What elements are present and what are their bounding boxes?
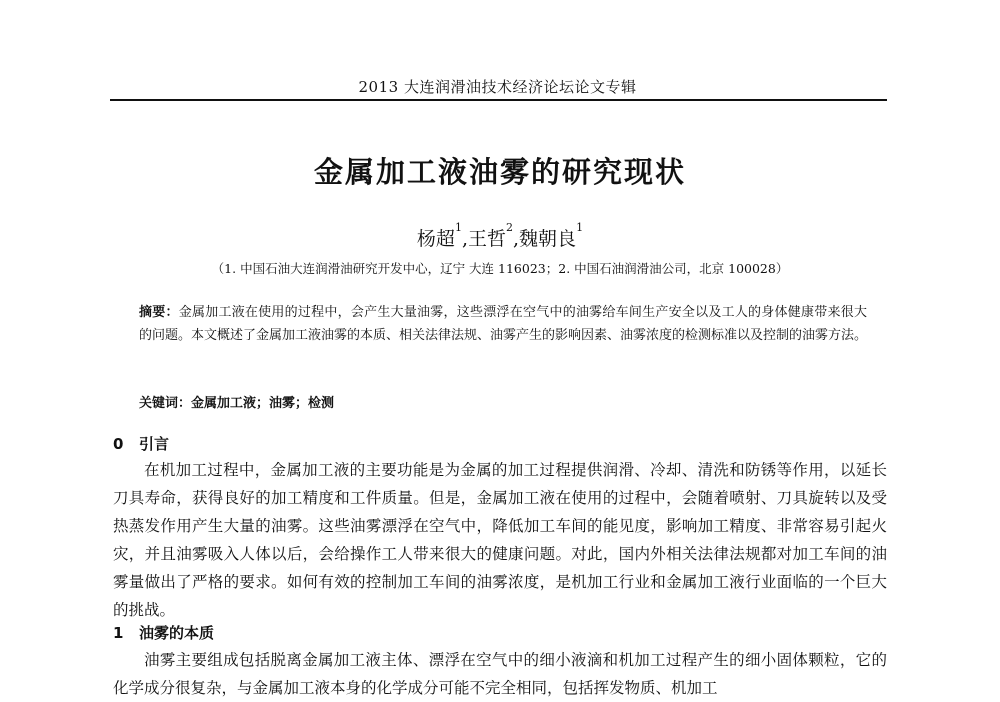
author-separator: , (513, 228, 520, 250)
running-header: 2013 大连润滑油技术经济论坛论文专辑 (358, 78, 637, 96)
section-heading (113, 622, 214, 643)
abstract-text: 金属加工液在使用的过程中，会产生大量油雾，这些漂浮在空气中的油雾给车间生产安全以及工人的身体健康带来很大的问题。本文概述了金属加工液油雾的本质、相关法律法规、油雾产生的影响因素、油雾浓度的检测标准以及控制的油雾方法。 (139, 305, 868, 343)
author-affiliation-mark: 2 (506, 221, 513, 234)
abstract (139, 301, 867, 347)
section-paragraph: 油雾主要组成包括脱离金属加工液主体、漂浮在空气中的细小液滴和机加工过程产生的细小固体颗粒，它的化学成分很复杂，与金属加工液本身的化学成分可能不完全相同，包括挥发物质、机加工 (113, 651, 887, 697)
abstract-label: 摘要： (139, 305, 179, 320)
author-affiliation-mark: 1 (576, 221, 584, 234)
author-line (0, 221, 1000, 251)
keywords-text: 金属加工液；油雾；检测 (191, 396, 335, 411)
section-title: 引言 (139, 435, 170, 453)
affiliation: （1. 中国石油大连润滑油研究开发中心，辽宁 大连 116023；2. 中国石油润滑油公司，北京 100028） (211, 261, 789, 276)
section-heading (113, 433, 169, 454)
section-title: 油雾的本质 (139, 624, 215, 642)
section-number: 1 (113, 624, 124, 642)
author-separator: , (461, 228, 468, 250)
paper-title: 金属加工液油雾的研究现状 (313, 155, 686, 189)
keywords (139, 392, 867, 411)
header-rule (110, 99, 887, 101)
author-name: 杨超 (416, 228, 455, 250)
author-name: 王哲 (467, 228, 506, 250)
keywords-label: 关键词： (139, 396, 192, 411)
author-affiliation-mark: 1 (454, 221, 462, 234)
author-name: 魏朝良 (519, 228, 577, 250)
section-paragraph: 在机加工过程中，金属加工液的主要功能是为金属的加工过程提供润滑、冷却、清洗和防锈等作用，以延长刀具寿命，获得良好的加工精度和工件质量。但是，金属加工液在使用的过程中，会随着喷射、刀具旋转以及受热蒸发作用产生大量的油雾。这些油雾漂浮在空气中，降低加工车间的能见度，影响加工精度、非常容易引起火灾，并且油雾吸入人体以后，会给操作工人带来很大的健康问题。对此，国内外相关法律法规都对加工车间的油雾量做出了严格的要求。如何有效的控制加工车间的油雾浓度，是机加工行业和金属加工液行业面临的一个巨大的挑战。 (113, 461, 887, 619)
section-number: 0 (113, 435, 124, 453)
